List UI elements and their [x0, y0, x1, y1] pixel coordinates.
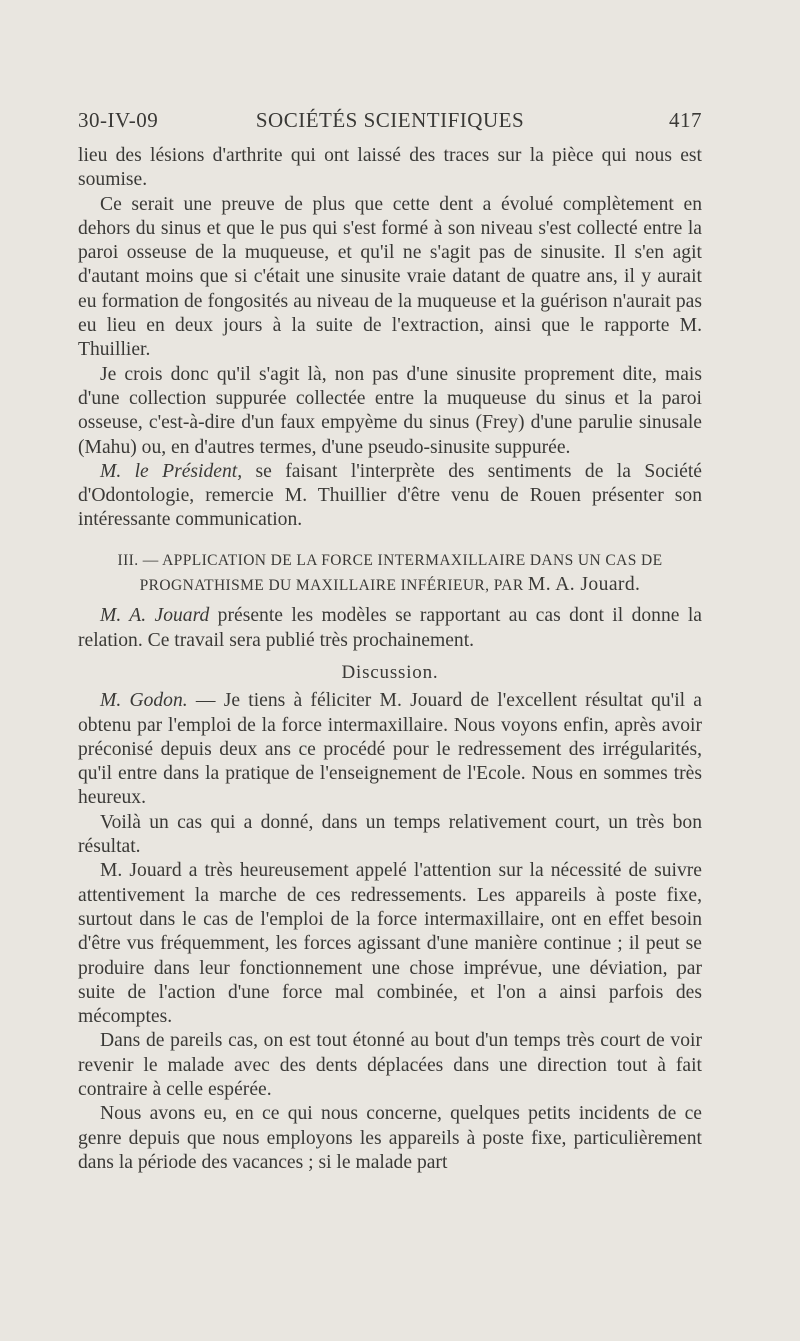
paragraph: M. Jouard a très heureusement appelé l'attention sur la nécessité de suivre attentivement la marche de ces redressements. Les appareils à poste fixe, surtout dans le cas de l'emploi de la force intermaxillaire, ont en effet besoin d'être vus fréquemment, les forces agissant d'une manière continue ; il peut se produire dans leur fonctionnement une chose imprévue, une déviation, par suite de l'action d'une force mal combinée, et l'on a ainsi parfois des mécomptes.: [78, 860, 702, 1028]
president-remark: [78, 460, 702, 533]
page-body: [78, 144, 702, 1175]
speaker-name: M. Godon.: [100, 690, 188, 712]
paragraph: Ce serait une preuve de plus que cette dent a évolué complètement en dehors du sinus et que le pus qui s'est formé à son niveau s'est collecté entre la paroi osseuse de la muqueuse, et qu'il ne s'agit pas de sinusite. Il s'en agit d'autant moins que si c'était une sinusite vraie datant de quatre ans, il y aurait eu formation de fongosités au niveau de la muqueuse et la guérison n'aurait pas eu lieu en deux jours à la suite de l'extraction, ainsi que le rapporte M. Thuillier.: [78, 193, 702, 361]
paragraph: Voilà un cas qui a donné, dans un temps relativement court, un très bon résultat.: [78, 811, 702, 858]
paragraph: Dans de pareils cas, on est tout étonné au bout d'un temps très court de voir revenir le malade avec des dents déplacées dans une direction tout à fait contraire à celle espérée.: [78, 1030, 702, 1100]
header-date: 30-IV-09: [78, 108, 159, 132]
paragraph: Nous avons eu, en ce qui nous concerne, quelques petits incidents de ce genre depuis que nous employons les appareils à poste fixe, particulièrement dans la période des vacances ; si le malade part: [78, 1103, 702, 1173]
paragraph: Je crois donc qu'il s'agit là, non pas d'une sinusite proprement dite, mais d'une collection suppurée collectée entre la muqueuse du sinus et la paroi osseuse, c'est-à-dire d'un faux empyème du sinus (Frey) d'une parulie sinusale (Mahu) ou, en d'autres termes, d'une pseudo-sinusite suppurée.: [78, 363, 702, 458]
speaker-name: M. A. Jouard: [100, 605, 210, 627]
jouard-remark: [78, 604, 702, 653]
section-author: M. A. Jouard.: [527, 574, 641, 596]
section-heading-line2: PROGNATHISME DU MAXILLAIRE INFÉRIEUR, PAR M. A. Jouard.: [139, 574, 641, 596]
running-header: [78, 108, 702, 138]
page-number: 417: [669, 108, 702, 132]
header-title: SOCIÉTÉS SCIENTIFIQUES: [255, 108, 525, 132]
speaker-name: M. le Président,: [100, 460, 243, 482]
section-heading: [78, 549, 702, 599]
discussion-heading: Discussion.: [341, 661, 439, 683]
remark-text: — Je tiens à féliciter M. Jouard de l'excellent résultat qu'il a obtenu par l'emploi de la force intermaxillaire. Nous voyons enfin, après avoir préconisé depuis deux ans ce procédé pour le redressement des irrégularités, qu'il entre dans la pratique de l'enseignement de l'Ecole. Nous en sommes très heureux.: [78, 690, 702, 809]
remark-text: se faisant l'interprète des sentiments de la Société d'Odontologie, remercie M. Thuillier d'être venu de Rouen présenter son intéressante communication.: [78, 460, 702, 531]
godon-remark: [78, 689, 702, 810]
paragraph-continued: lieu des lésions d'arthrite qui ont laissé des traces sur la pièce qui nous est soumise.: [78, 145, 702, 191]
remark-text: présente les modèles se rapportant au cas dont il donne la relation. Ce travail sera publié très prochainement.: [78, 605, 702, 651]
section-heading-line1: III. — APPLICATION DE LA FORCE INTERMAXILLAIRE DANS UN CAS DE: [117, 551, 663, 569]
